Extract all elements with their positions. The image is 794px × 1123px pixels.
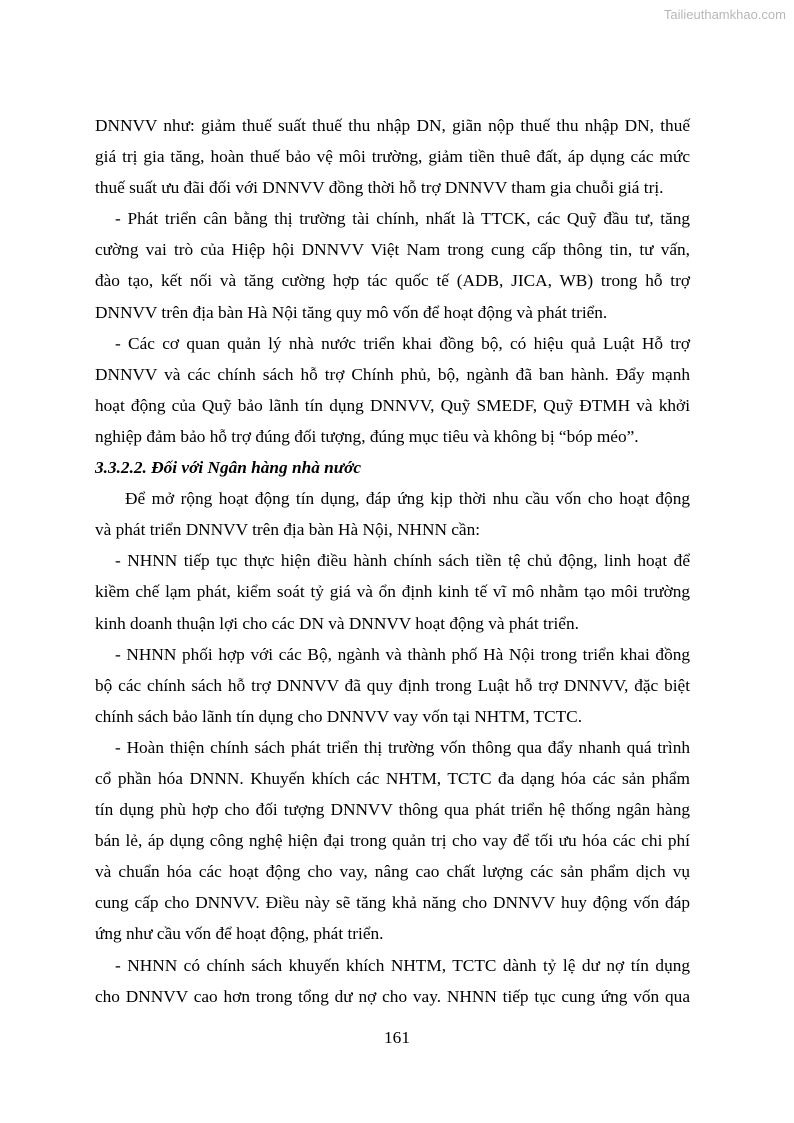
document-body — [95, 110, 690, 1012]
page-number: 161 — [384, 1028, 410, 1047]
text-line: hoạt động của Quỹ bảo lãnh tín dụng DNNVV, Quỹ SMEDF, Quỹ ĐTMH và khởi — [95, 395, 690, 415]
watermark: Tailieuthamkhao.com — [663, 7, 786, 22]
text-line: DNNVV trên địa bàn Hà Nội tăng quy mô vốn để hoạt động và phát triển. — [95, 302, 608, 322]
text-line: - Các cơ quan quản lý nhà nước triển khai đồng bộ, có hiệu quả Luật Hỗ trợ — [115, 333, 690, 353]
text-line: - NHNN tiếp tục thực hiện điều hành chính sách tiền tệ chủ động, linh hoạt để — [115, 551, 690, 571]
text-line: nghiệp đảm bảo hỗ trợ đúng đối tượng, đúng mục tiêu và không bị “bóp méo”. — [95, 426, 639, 446]
text-line: kinh doanh thuận lợi cho các DN và DNNVV hoạt động và phát triển. — [95, 613, 579, 633]
text-line: cung cấp cho DNNVV. Điều này sẽ tăng khả năng cho DNNVV huy động vốn đáp — [95, 893, 690, 913]
text-line: tín dụng phù hợp cho đối tượng DNNVV thông qua phát triển hệ thống ngân hàng — [95, 800, 690, 820]
text-line: bán lẻ, áp dụng công nghệ hiện đại trong quản trị cho vay để tối ưu hóa các chi phí — [95, 831, 690, 851]
text-line: thuế suất ưu đãi đối với DNNVV đồng thời hỗ trợ DNNVV tham gia chuỗi giá trị. — [95, 178, 664, 198]
text-line: - NHNN phối hợp với các Bộ, ngành và thành phố Hà Nội trong triển khai đồng — [115, 644, 690, 664]
text-line: cổ phần hóa DNNN. Khuyến khích các NHTM, TCTC đa dạng hóa các sản phẩm — [95, 768, 690, 788]
text-line: DNNVV và các chính sách hỗ trợ Chính phủ, bộ, ngành đã ban hành. Đẩy mạnh — [95, 364, 690, 384]
text-line: DNNVV như: giảm thuế suất thuế thu nhập DN, giãn nộp thuế thu nhập DN, thuế — [95, 116, 690, 135]
text-line: - Phát triển cân bằng thị trường tài chính, nhất là TTCK, các Quỹ đầu tư, tăng — [115, 209, 690, 229]
text-line: - NHNN có chính sách khuyến khích NHTM, TCTC dành tỷ lệ dư nợ tín dụng — [115, 955, 690, 975]
text-line: chính sách bảo lãnh tín dụng cho DNNVV vay vốn tại NHTM, TCTC. — [95, 706, 583, 726]
text-line: bộ các chính sách hỗ trợ DNNVV đã quy định trong Luật hỗ trợ DNNVV, đặc biệt — [95, 675, 690, 695]
text-line: ứng như cầu vốn để hoạt động, phát triển. — [95, 924, 384, 944]
text-line: Để mở rộng hoạt động tín dụng, đáp ứng kịp thời nhu cầu vốn cho hoạt động — [125, 489, 690, 509]
text-line: cho DNNVV cao hơn trong tổng dư nợ cho vay. NHNN tiếp tục cung ứng vốn qua — [95, 986, 690, 1006]
text-line: và phát triển DNNVV trên địa bàn Hà Nội, NHNN cần: — [95, 520, 481, 540]
text-line: kiềm chế lạm phát, kiểm soát tỷ giá và ổn định kinh tế vĩ mô nhằm tạo môi trường — [95, 582, 690, 602]
text-line: và chuẩn hóa các hoạt động cho vay, nâng cao chất lượng các sản phẩm dịch vụ — [95, 862, 690, 882]
text-line: giá trị gia tăng, hoàn thuế bảo vệ môi trường, giảm tiền thuê đất, áp dụng các mức — [95, 147, 690, 167]
text-line: cường vai trò của Hiệp hội DNNVV Việt Nam trong cung cấp thông tin, tư vấn, — [95, 240, 690, 260]
text-line: đào tạo, kết nối và tăng cường hợp tác quốc tế (ADB, JICA, WB) trong hỗ trợ — [95, 271, 690, 291]
section-heading: 3.3.2.2. Đối với Ngân hàng nhà nước — [95, 458, 362, 478]
text-line: - Hoàn thiện chính sách phát triển thị trường vốn thông qua đẩy nhanh quá trình — [115, 737, 690, 757]
